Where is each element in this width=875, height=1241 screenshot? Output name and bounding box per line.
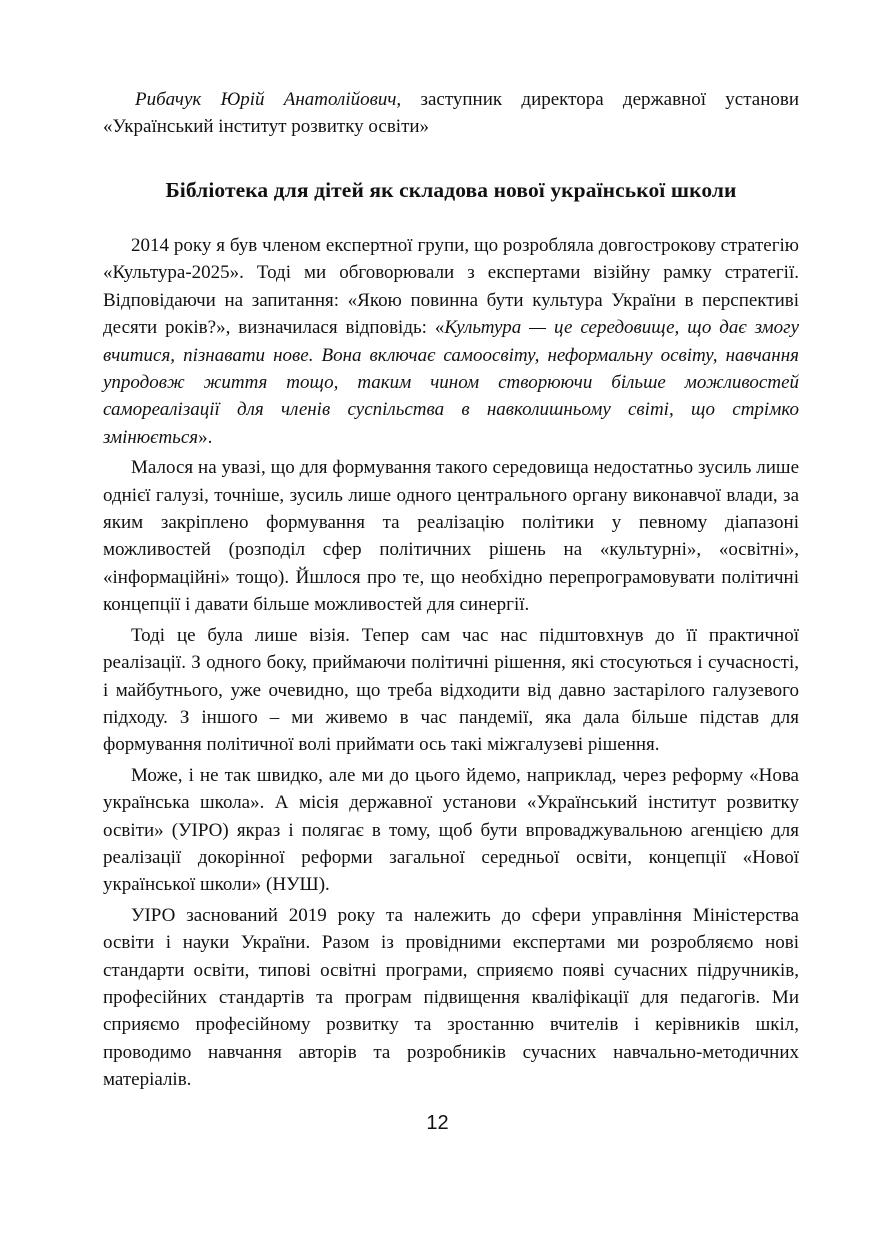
paragraph-1 [103, 232, 799, 451]
article-title: Бібліотека для дітей як складова нової української школи [165, 178, 737, 202]
author-name: Рибачук Юрій Анатолійович, [135, 89, 402, 110]
paragraph-1-quote: Культура — це середовище, що дає змогу вчитися, пізнавати нове. Вона включає самоосвіту, неформальну освіту, навчання упродовж життя тощо, таким чином створюючи більше можливостей самореалізації для членів суспільства в навколишньому світі, що стрімко змінюється [103, 317, 800, 448]
page-number: 12 [426, 1112, 449, 1134]
paragraph-1-intro: 2014 року я був членом експертної групи, що розробляла довгострокову стратегію «Культура-2025». Тоді ми обговорювали з експертами візійну рамку стратегії. Відповідаючи на запитання: «Якою повинна бути культура України в перспективі десяти років?», визначилася відповідь: « [103, 235, 799, 339]
paragraph-1-end: ». [198, 426, 213, 448]
author-position: заступник директора державної установи «Український інститут розвитку освіти» [103, 89, 799, 137]
document-page [103, 86, 799, 1097]
paragraph-4: Може, і не так швидко, але ми до цього йдемо, наприклад, через реформу «Нова українська школа». А місія державної установи «Український інститут розвитку освіти» (УІРО) якраз і полягає в тому, щоб бути впроваджувальною агенцією для реалізації докорінної реформи загальної середньої освіти, концепції «Нової української школи» (НУШ). [103, 764, 799, 896]
author-line [103, 86, 799, 140]
paragraph-2: Малося на увазі, що для формування такого середовища недостатньо зусиль лише однієї галузі, точніше, зусиль лише одного центрального органу виконавчої влади, за яким закріплено формування та реалізацію політики у певному діапазоні можливостей (розподіл сфер політичних рішень на «культурні», «освітні», «інформаційні» тощо). Йшлося про те, що необхідно перепрограмовувати політичні концепції і давати більше можливостей для синергії. [103, 457, 799, 616]
paragraph-3: Тоді це була лише візія. Тепер сам час нас підштовхнув до її практичної реалізації. З одного боку, приймаючи політичні рішення, які стосуються і сучасності, і майбутнього, уже очевидно, що треба відходити від давно застарілого галузевого підходу. З іншого – ми живемо в час пандемії, яка дала більше підстав для формування політичної волі приймати ось такі міжгалузеві рішення. [103, 624, 799, 756]
paragraph-5: УІРО заснований 2019 року та належить до сфери управління Міністерства освіти і науки України. Разом із провідними експертами ми розробляємо нові стандарти освіти, типові освітні програми, сприяємо появі сучасних підручників, професійних стандартів та програм підвищення кваліфікації для педагогів. Ми сприяємо професійному розвитку та зростанню вчителів і керівників шкіл, проводимо навчання авторів та розробників сучасних навчально-методичних матеріалів. [103, 904, 799, 1091]
